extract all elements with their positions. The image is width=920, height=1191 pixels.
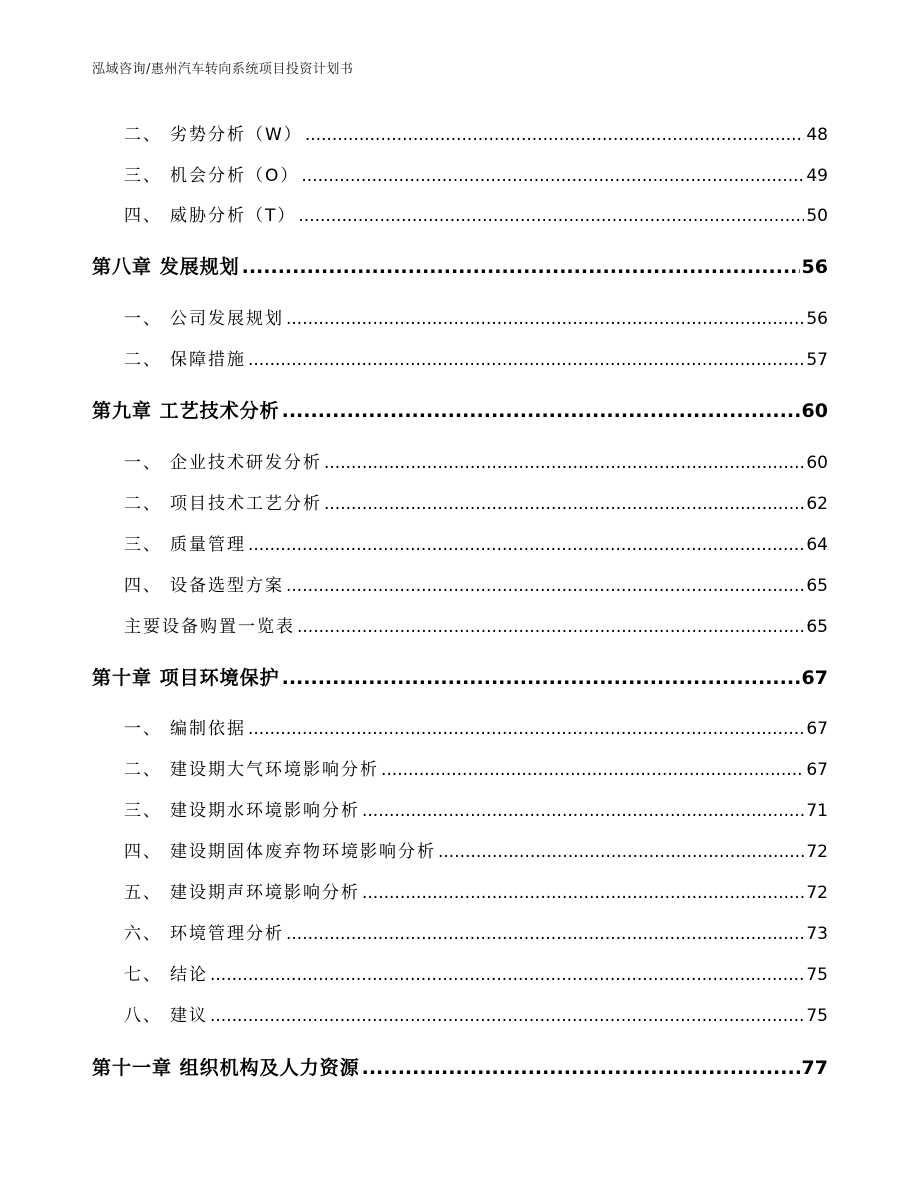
toc-entry[interactable] <box>124 203 828 229</box>
toc-entry-page: 50 <box>806 206 828 226</box>
toc-entry[interactable] <box>124 716 828 742</box>
toc-entry-page: 65 <box>806 576 828 596</box>
toc-entry-title: 建设期大气环境影响分析 <box>170 760 379 780</box>
toc-entry-title: 编制依据 <box>170 719 246 739</box>
toc-entry[interactable] <box>124 839 828 865</box>
toc-leader-dots <box>248 347 804 373</box>
toc-entry-title: 项目技术工艺分析 <box>170 494 322 514</box>
toc-entry-title: 机会分析（O） <box>170 166 300 186</box>
toc-entry-page: 75 <box>806 965 828 985</box>
toc-entry-number: 二、 <box>124 760 162 780</box>
toc-leader-dots <box>324 450 804 476</box>
toc-entry-title: 结论 <box>170 965 208 985</box>
toc-entry-title: 企业技术研发分析 <box>170 453 322 473</box>
toc-entry-page: 62 <box>806 494 828 514</box>
toc-entry-number: 一、 <box>124 453 162 473</box>
toc-entry-page: 72 <box>806 883 828 903</box>
toc-entry-title: 设备选型方案 <box>170 576 284 596</box>
toc-chapter-page: 77 <box>801 1057 828 1079</box>
toc-entry-number: 四、 <box>124 576 162 596</box>
toc-entry-page: 75 <box>806 1006 828 1026</box>
toc-leader-dots <box>324 491 804 517</box>
toc-entry-title: 建设期水环境影响分析 <box>170 801 360 821</box>
toc-leader-dots <box>438 839 804 865</box>
toc-entry-number: 三、 <box>124 801 162 821</box>
toc-entry-title: 建设期固体废弃物环境影响分析 <box>170 842 436 862</box>
toc-entry-page: 72 <box>806 842 828 862</box>
toc-entry[interactable] <box>124 532 828 558</box>
toc-chapter-title: 第九章 工艺技术分析 <box>92 400 280 422</box>
toc-entry-number: 五、 <box>124 883 162 903</box>
toc-entry[interactable] <box>124 122 828 148</box>
toc-chapter-entry[interactable] <box>92 397 828 425</box>
toc-entry-page: 67 <box>806 719 828 739</box>
toc-entry[interactable] <box>124 798 828 824</box>
toc-leader-dots <box>210 1003 804 1029</box>
toc-chapter-page: 67 <box>801 667 828 689</box>
toc-entry-page: 56 <box>806 309 828 329</box>
header-rule <box>92 86 828 87</box>
toc-leader-dots <box>210 962 804 988</box>
toc-entry-page: 60 <box>806 453 828 473</box>
toc-entry-page: 71 <box>806 801 828 821</box>
toc-entry-page: 64 <box>806 535 828 555</box>
toc-leader-dots <box>282 664 800 692</box>
toc-entry-page: 67 <box>806 760 828 780</box>
toc-entry-title: 环境管理分析 <box>170 924 284 944</box>
toc-leader-dots <box>362 880 804 906</box>
toc-chapter-entry[interactable] <box>92 664 828 692</box>
toc-chapter-entry[interactable] <box>92 1054 828 1082</box>
toc-entry-number: 四、 <box>124 206 162 226</box>
toc-chapter-page: 60 <box>801 400 828 422</box>
toc-entry-number: 六、 <box>124 924 162 944</box>
toc-chapter-title: 第八章 发展规划 <box>92 256 240 278</box>
toc-leader-dots <box>301 163 804 189</box>
toc-entry-number: 一、 <box>124 309 162 329</box>
toc-entry[interactable] <box>124 614 828 640</box>
toc-entry-title: 公司发展规划 <box>170 309 284 329</box>
toc-entry-title: 质量管理 <box>170 535 246 555</box>
toc-chapter-title: 第十一章 组织机构及人力资源 <box>92 1057 360 1079</box>
toc-entry-title: 威胁分析（T） <box>170 206 297 226</box>
toc-leader-dots <box>362 1054 800 1082</box>
toc-entry[interactable] <box>124 757 828 783</box>
toc-leader-dots <box>248 532 804 558</box>
toc-chapter-entry[interactable] <box>92 253 828 281</box>
toc-entry-title: 建设期声环境影响分析 <box>170 883 360 903</box>
toc-entry-number: 八、 <box>124 1006 162 1026</box>
toc-entry[interactable] <box>124 962 828 988</box>
toc-entry-title: 劣势分析（W） <box>170 125 303 145</box>
toc-leader-dots <box>286 573 804 599</box>
toc-leader-dots <box>381 757 804 783</box>
toc-entry[interactable] <box>124 921 828 947</box>
toc-chapter-title: 第十章 项目环境保护 <box>92 667 280 689</box>
toc-chapter-page: 56 <box>801 256 828 278</box>
toc-leader-dots <box>282 397 800 425</box>
toc-entry-page: 73 <box>806 924 828 944</box>
toc-entry[interactable] <box>124 306 828 332</box>
toc-leader-dots <box>242 253 800 281</box>
toc-leader-dots <box>362 798 804 824</box>
toc-entry-number: 三、 <box>124 535 162 555</box>
toc-leader-dots <box>305 122 805 148</box>
toc-leader-dots <box>286 921 804 947</box>
toc-entry-title: 主要设备购置一览表 <box>124 617 295 637</box>
toc-entry[interactable] <box>124 347 828 373</box>
toc-entry[interactable] <box>124 491 828 517</box>
toc-entry-number: 四、 <box>124 842 162 862</box>
toc-entry-page: 48 <box>806 125 828 145</box>
toc-entry[interactable] <box>124 163 828 189</box>
toc-entry-title: 建议 <box>170 1006 208 1026</box>
toc-entry-number: 一、 <box>124 719 162 739</box>
toc-leader-dots <box>298 203 804 229</box>
toc-leader-dots <box>248 716 804 742</box>
toc-entry[interactable] <box>124 573 828 599</box>
toc-leader-dots <box>297 614 804 640</box>
toc-entry-page: 65 <box>806 617 828 637</box>
toc-entry[interactable] <box>124 1003 828 1029</box>
toc-entry[interactable] <box>124 450 828 476</box>
toc-entry-number: 七、 <box>124 965 162 985</box>
toc-entry-number: 二、 <box>124 494 162 514</box>
toc-entry-number: 二、 <box>124 125 162 145</box>
toc-entry[interactable] <box>124 880 828 906</box>
toc-entry-number: 三、 <box>124 166 162 186</box>
toc-entry-number: 二、 <box>124 350 162 370</box>
toc-entry-page: 57 <box>806 350 828 370</box>
toc-entry-title: 保障措施 <box>170 350 246 370</box>
toc-entry-page: 49 <box>806 166 828 186</box>
toc-leader-dots <box>286 306 804 332</box>
page-header: 泓域咨询/惠州汽车转向系统项目投资计划书 <box>92 62 354 77</box>
